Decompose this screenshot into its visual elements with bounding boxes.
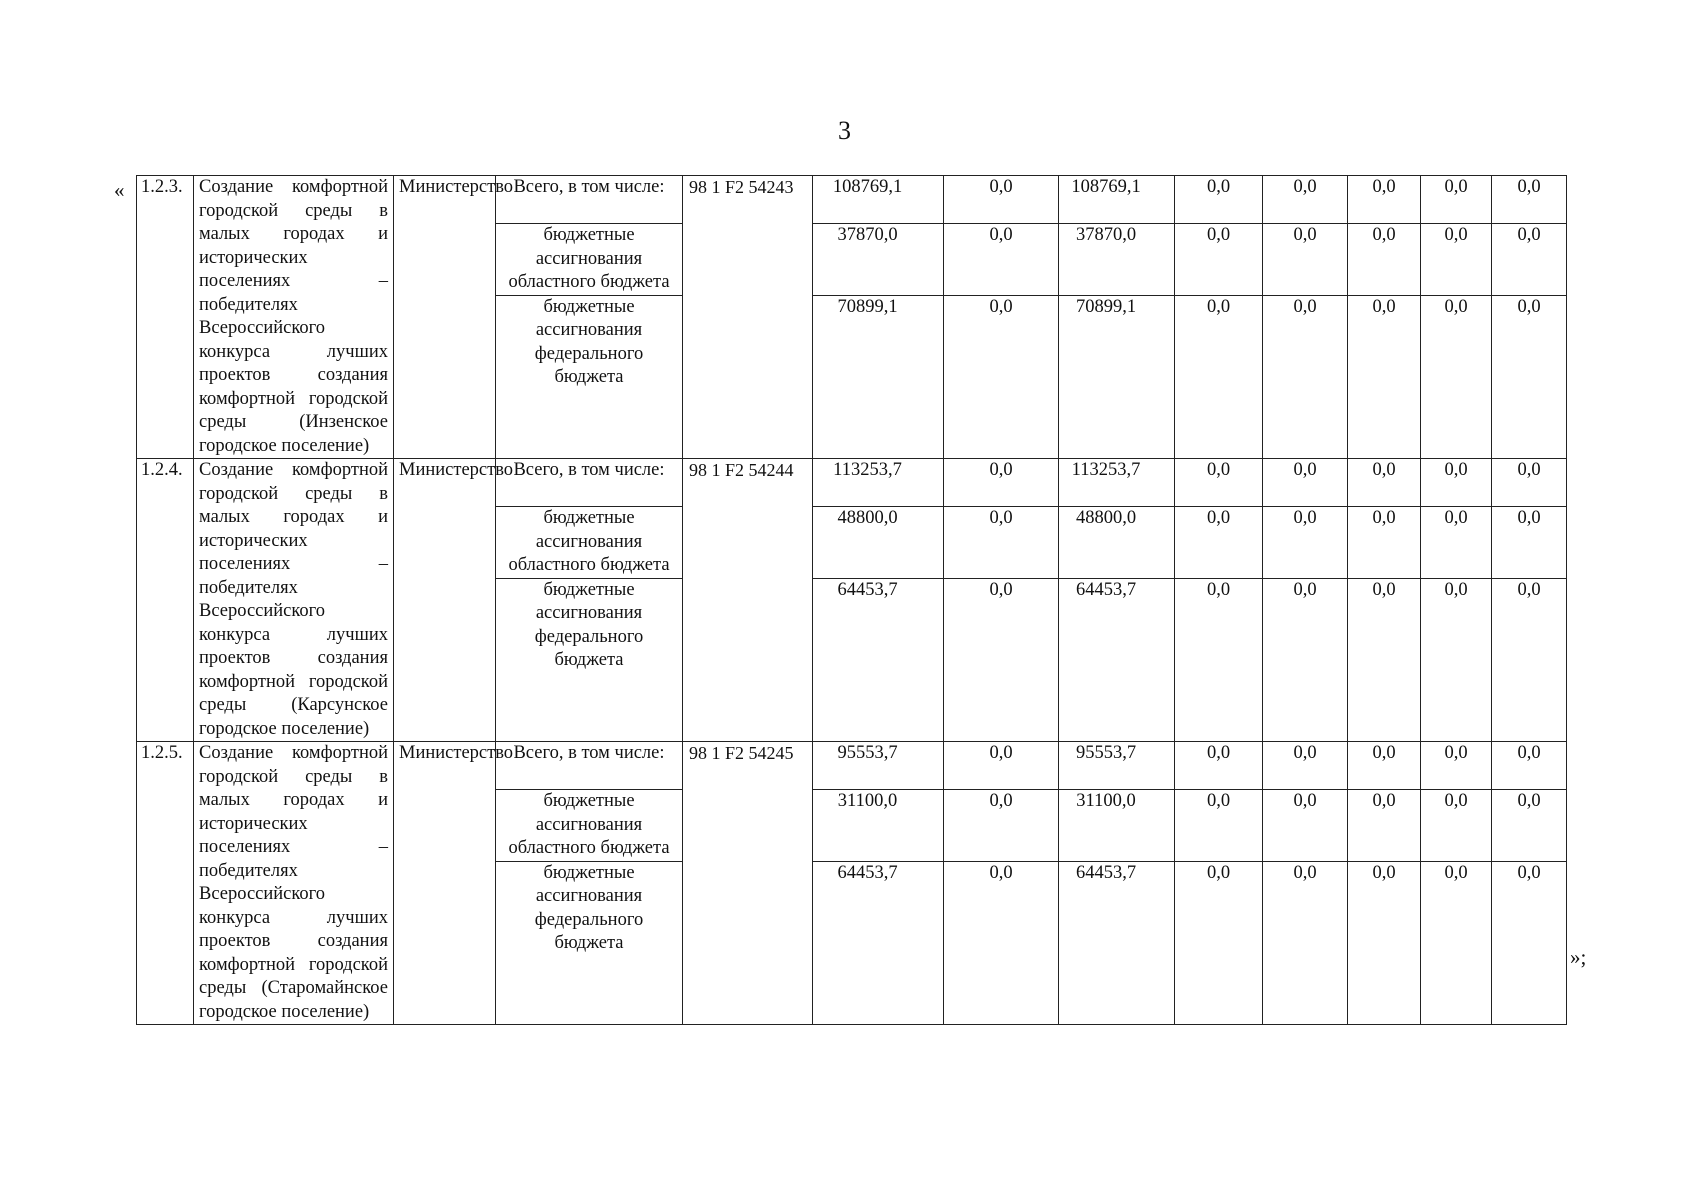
value-cell: 0,0	[1175, 507, 1263, 579]
budget-code: 98 1 F2 54244	[683, 459, 813, 742]
value-cell: 0,0	[944, 295, 1059, 459]
row-index: 1.2.4.	[137, 459, 194, 742]
value-cell: 0,0	[1175, 861, 1263, 1025]
row-ministry: Министерство	[394, 742, 496, 1025]
source-label: бюджетные ассигнования федерального бюджета	[496, 295, 683, 459]
budget-table	[136, 175, 1567, 1025]
value-cell: 0,0	[1263, 176, 1348, 224]
value-cell: 0,0	[1263, 224, 1348, 296]
value-cell: 0,0	[1421, 790, 1492, 862]
value-cell: 48800,0	[1059, 507, 1175, 579]
value-cell: 64453,7	[1059, 861, 1175, 1025]
value-cell: 0,0	[1492, 295, 1567, 459]
value-cell: 0,0	[1492, 861, 1567, 1025]
value-cell: 0,0	[1421, 578, 1492, 742]
value-cell: 37870,0	[813, 224, 944, 296]
value-cell: 64453,7	[1059, 578, 1175, 742]
value-cell: 0,0	[1492, 790, 1567, 862]
value-cell: 95553,7	[813, 742, 944, 790]
row-title: Создание комфортной городской среды в малых городах и исторических поселениях – победителях Всероссийского конкурса лучших проектов создания комфортной городской среды (Карсунское городское поселение)	[194, 459, 394, 742]
source-label: бюджетные ассигнования областного бюджета	[496, 507, 683, 579]
row-index: 1.2.5.	[137, 742, 194, 1025]
value-cell: 113253,7	[1059, 459, 1175, 507]
source-label: бюджетные ассигнования областного бюджета	[496, 224, 683, 296]
budget-code: 98 1 F2 54243	[683, 176, 813, 459]
value-cell: 0,0	[1263, 790, 1348, 862]
row-ministry: Министерство	[394, 176, 496, 459]
value-cell: 0,0	[1263, 861, 1348, 1025]
value-cell: 0,0	[1421, 742, 1492, 790]
value-cell: 0,0	[1263, 578, 1348, 742]
opening-quote: «	[114, 178, 125, 202]
row-ministry: Министерство	[394, 459, 496, 742]
table-body	[137, 176, 1567, 1025]
value-cell: 0,0	[944, 578, 1059, 742]
value-cell: 0,0	[1492, 224, 1567, 296]
value-cell: 95553,7	[1059, 742, 1175, 790]
value-cell: 0,0	[1348, 295, 1421, 459]
value-cell: 0,0	[944, 176, 1059, 224]
value-cell: 0,0	[1348, 176, 1421, 224]
source-label: Всего, в том числе:	[496, 459, 683, 507]
value-cell: 0,0	[1421, 176, 1492, 224]
value-cell: 0,0	[1175, 459, 1263, 507]
value-cell: 0,0	[1175, 742, 1263, 790]
source-label: бюджетные ассигнования областного бюджета	[496, 790, 683, 862]
value-cell: 70899,1	[813, 295, 944, 459]
value-cell: 37870,0	[1059, 224, 1175, 296]
value-cell: 0,0	[1492, 578, 1567, 742]
value-cell: 64453,7	[813, 861, 944, 1025]
value-cell: 0,0	[1175, 176, 1263, 224]
table-row	[137, 176, 1567, 224]
value-cell: 0,0	[1421, 507, 1492, 579]
value-cell: 0,0	[944, 861, 1059, 1025]
value-cell: 0,0	[1348, 742, 1421, 790]
value-cell: 0,0	[1175, 224, 1263, 296]
value-cell: 0,0	[1175, 295, 1263, 459]
value-cell: 0,0	[1421, 224, 1492, 296]
value-cell: 70899,1	[1059, 295, 1175, 459]
value-cell: 0,0	[1263, 742, 1348, 790]
row-index: 1.2.3.	[137, 176, 194, 459]
value-cell: 108769,1	[813, 176, 944, 224]
value-cell: 0,0	[1492, 459, 1567, 507]
value-cell: 0,0	[944, 742, 1059, 790]
value-cell: 0,0	[1348, 578, 1421, 742]
value-cell: 108769,1	[1059, 176, 1175, 224]
value-cell: 0,0	[1348, 861, 1421, 1025]
value-cell: 0,0	[1492, 176, 1567, 224]
value-cell: 0,0	[1421, 861, 1492, 1025]
value-cell: 0,0	[1263, 459, 1348, 507]
source-label: бюджетные ассигнования федерального бюджета	[496, 578, 683, 742]
value-cell: 0,0	[944, 459, 1059, 507]
value-cell: 0,0	[1175, 790, 1263, 862]
value-cell: 0,0	[1492, 507, 1567, 579]
value-cell: 31100,0	[1059, 790, 1175, 862]
table-row	[137, 742, 1567, 790]
value-cell: 0,0	[1421, 295, 1492, 459]
budget-code: 98 1 F2 54245	[683, 742, 813, 1025]
closing-quote: »;	[1570, 945, 1587, 969]
value-cell: 0,0	[944, 507, 1059, 579]
value-cell: 0,0	[1348, 790, 1421, 862]
row-title: Создание комфортной городской среды в малых городах и исторических поселениях – победителях Всероссийского конкурса лучших проектов создания комфортной городской среды (Инзенское городское поселение)	[194, 176, 394, 459]
value-cell: 0,0	[944, 790, 1059, 862]
page-number: 3	[838, 116, 851, 145]
value-cell: 0,0	[1263, 295, 1348, 459]
source-label: Всего, в том числе:	[496, 742, 683, 790]
table-row	[137, 459, 1567, 507]
row-title: Создание комфортной городской среды в малых городах и исторических поселениях – победителях Всероссийского конкурса лучших проектов создания комфортной городской среды (Старомайнское городское поселение)	[194, 742, 394, 1025]
value-cell: 0,0	[1421, 459, 1492, 507]
value-cell: 0,0	[944, 224, 1059, 296]
value-cell: 0,0	[1175, 578, 1263, 742]
source-label: бюджетные ассигнования федерального бюджета	[496, 861, 683, 1025]
value-cell: 113253,7	[813, 459, 944, 507]
value-cell: 0,0	[1348, 224, 1421, 296]
value-cell: 64453,7	[813, 578, 944, 742]
value-cell: 48800,0	[813, 507, 944, 579]
value-cell: 0,0	[1348, 459, 1421, 507]
value-cell: 0,0	[1492, 742, 1567, 790]
value-cell: 0,0	[1263, 507, 1348, 579]
source-label: Всего, в том числе:	[496, 176, 683, 224]
value-cell: 0,0	[1348, 507, 1421, 579]
value-cell: 31100,0	[813, 790, 944, 862]
